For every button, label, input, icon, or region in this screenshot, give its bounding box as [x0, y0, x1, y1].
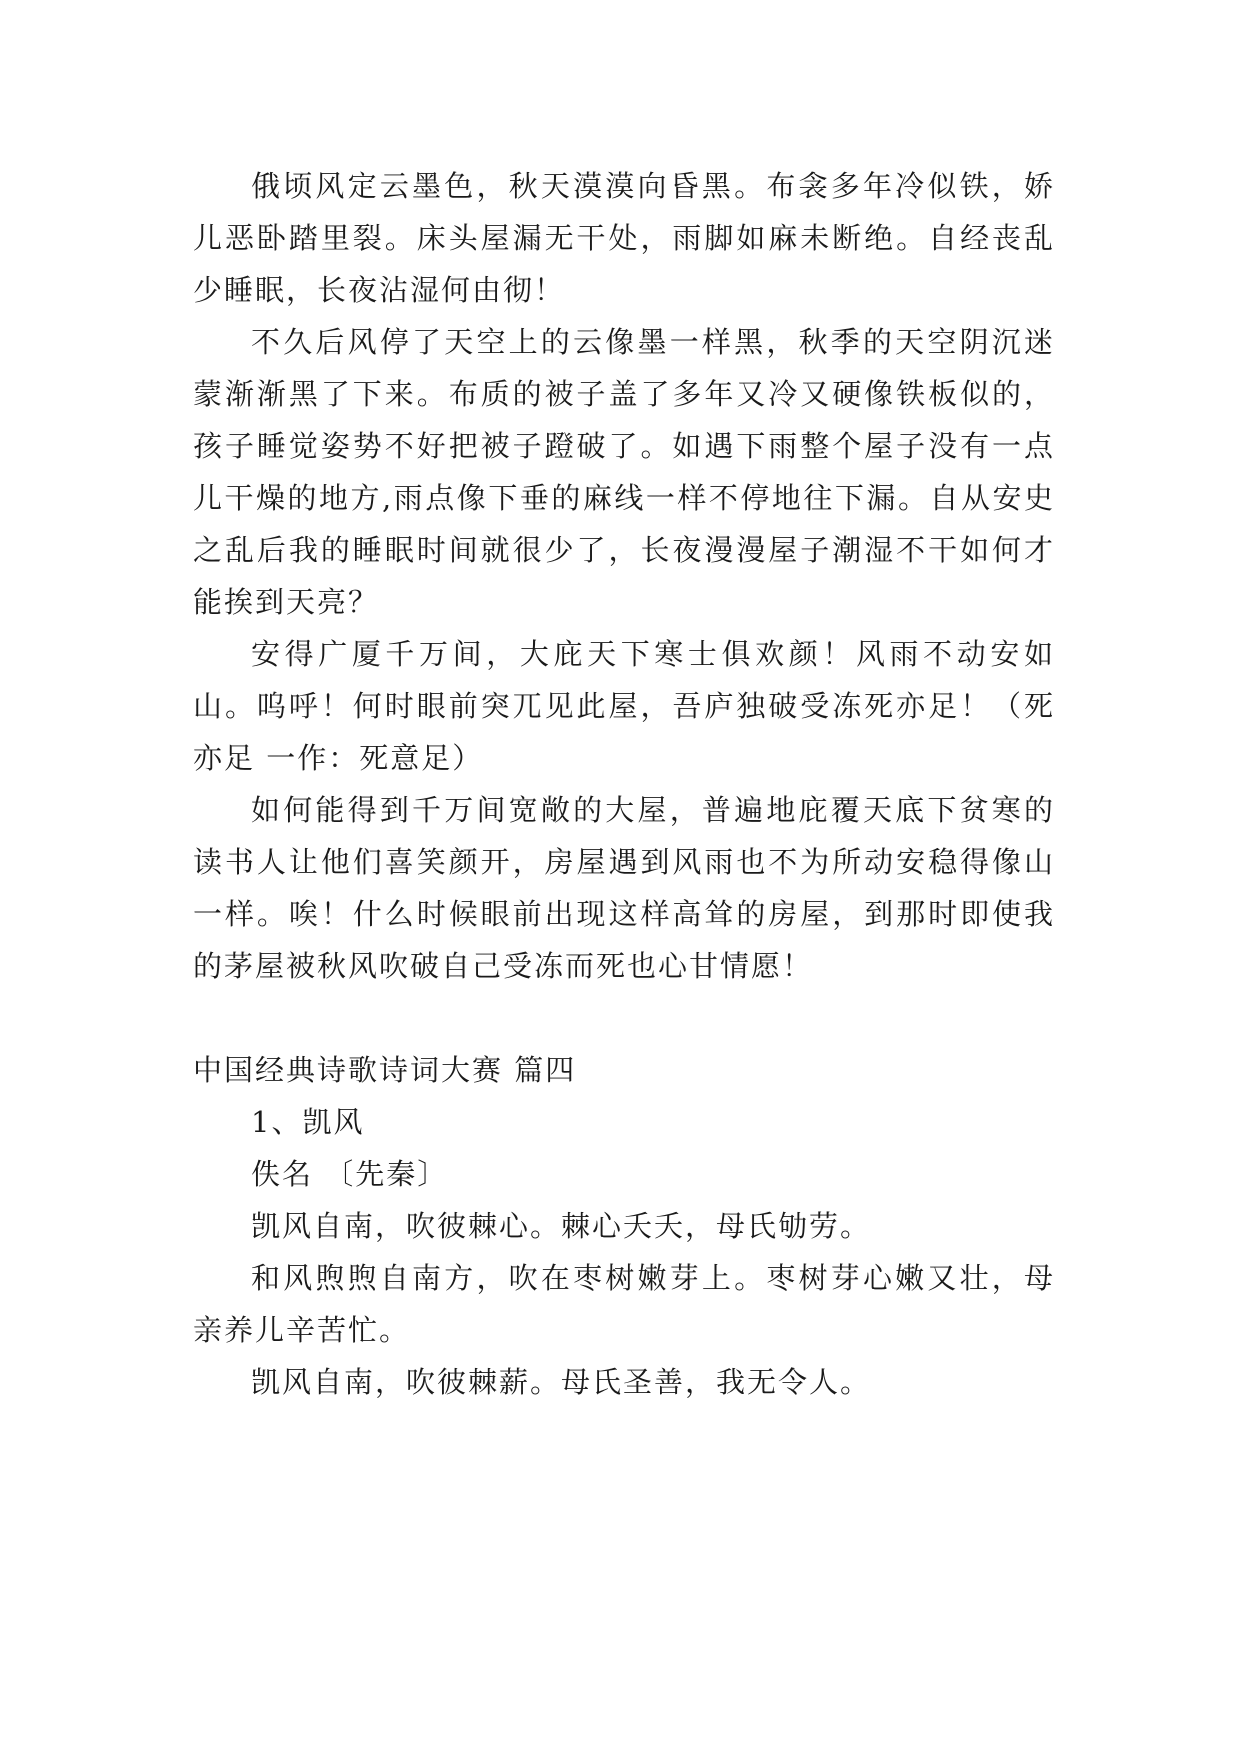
document-body	[193, 160, 1055, 1408]
poem-line-original: 凯风自南，吹彼棘心。棘心夭夭，母氏劬劳。	[251, 1209, 872, 1243]
poem-line-original-2: 凯风自南，吹彼棘薪。母氏圣善，我无令人。	[251, 1365, 872, 1399]
paragraph-poem-excerpt-2: 安得广厦千万间，大庇天下寒士俱欢颜！风雨不动安如山。呜呼！何时眼前突兀见此屋，吾庐独破受冻死亦足！（死亦足 一作：死意足）	[193, 637, 1055, 775]
paragraph-translation: 不久后风停了天空上的云像墨一样黑，秋季的天空阴沉迷蒙渐渐黑了下来。布质的被子盖了多年又冷又硬像铁板似的，孩子睡觉姿势不好把被子蹬破了。如遇下雨整个屋子没有一点儿干燥的地方,雨点像下垂的麻线一样不停地往下漏。自从安史之乱后我的睡眠时间就很少了，长夜漫漫屋子潮湿不干如何才能挨到天亮？	[193, 325, 1055, 619]
poem-title: 1、凯风	[251, 1105, 365, 1139]
paragraph-translation-2: 如何能得到千万间宽敞的大屋，普遍地庇覆天底下贫寒的读书人让他们喜笑颜开，房屋遇到风雨也不为所动安稳得像山一样。唉！什么时候眼前出现这样高耸的房屋，到那时即使我的茅屋被秋风吹破自己受冻而死也心甘情愿！	[193, 793, 1055, 983]
poem-line-translation: 和风煦煦自南方，吹在枣树嫩芽上。枣树芽心嫩又壮，母亲养儿辛苦忙。	[193, 1261, 1055, 1347]
section-heading: 中国经典诗歌诗词大赛 篇四	[193, 1053, 577, 1087]
poem-author: 佚名 〔先秦〕	[251, 1157, 449, 1191]
paragraph-poem-excerpt: 俄顷风定云墨色，秋天漠漠向昏黑。布衾多年冷似铁，娇儿恶卧踏里裂。床头屋漏无干处，雨脚如麻未断绝。自经丧乱少睡眠，长夜沾湿何由彻！	[193, 169, 1055, 307]
